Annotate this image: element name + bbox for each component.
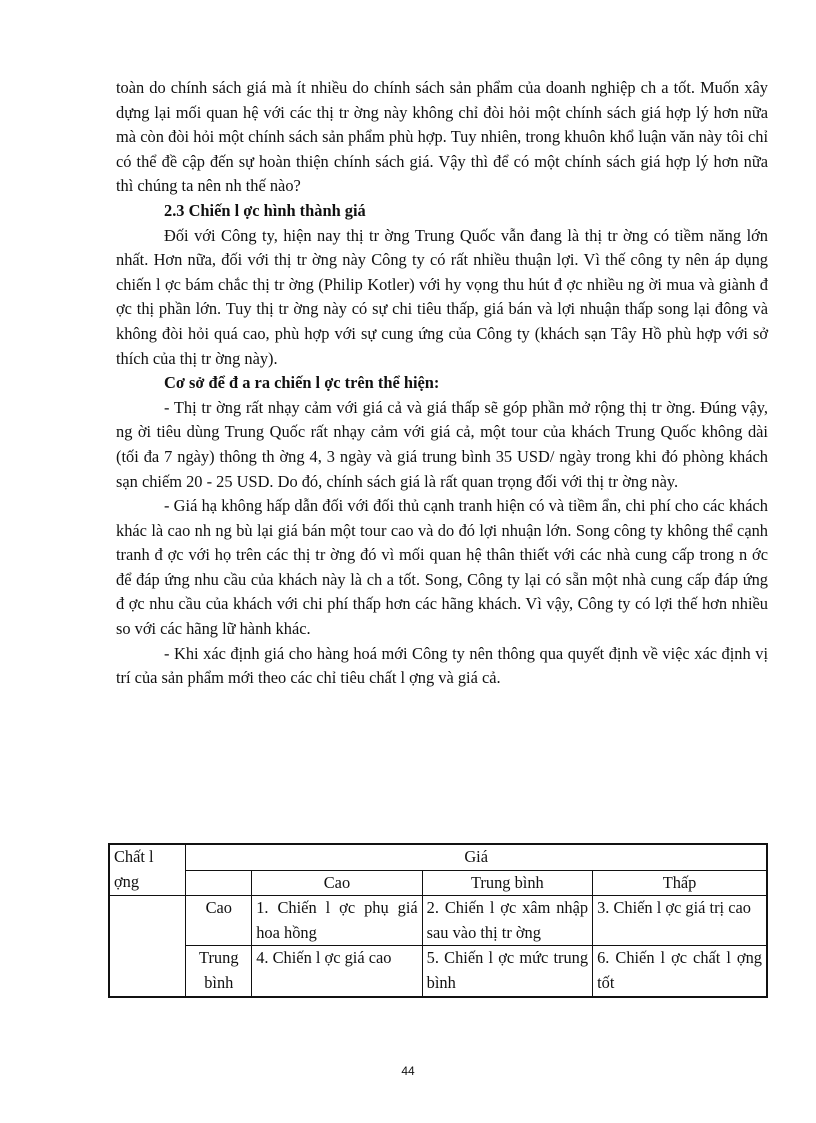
table-cell: 2. Chiến l ợc xâm nhập sau vào thị tr ờng [422,896,592,946]
paragraph-intro: toàn do chính sách giá mà ít nhiều do chính sách sản phẩm của doanh nghiệp ch a tốt. Muốn xây dựng lại mối quan hệ với các thị tr ờng này không chỉ đòi hỏi một chính sách giá hợp lý hơn nữa mà còn đòi hỏi một chính sách sản phẩm phù hợp. Tuy nhiên, trong khuôn khổ luận văn này tôi chỉ có thể đề cập đến sự hoàn thiện chính sách giá. Vậy thì để có một chính sách giá hợp lý hơn nữa thì chúng ta nên nh thế nào? [116,78,768,196]
paragraph-dash-2: - Giá hạ không hấp dẫn đối với đối thủ cạnh tranh hiện có và tiềm ẩn, chi phí cho các khách khác là cao nh ng bù lại giá bán một tour cao và do đó lợi nhuận lớn. Song công ty không thể cạnh tranh đ ợc với họ trên các thị tr ờng đó vì mối quan hệ thân thiết với các nhà cung cấp trong n ớc để đáp ứng nhu cầu của khách này là ch a tốt. Song, Công ty lại có sẵn một nhà cung cấp đáp ứng đ ợc nhu cầu của khách với chi phí thấp hơn các hãng khách. Vì vậy, Công ty có lợi thế hơn nhiều so với các hãng lữ hành khác. [116,496,768,639]
table-row-header: Chất l ợng [109,844,186,896]
page-number: 44 [401,1064,415,1078]
pricing-strategy-table [108,843,768,998]
paragraph-dash-1: - Thị tr ờng rất nhạy cảm với giá cả và giá thấp sẽ góp phần mở rộng thị tr ờng. Đúng vậy, ng ời tiêu dùng Trung Quốc rất nhạy cảm với giá cả, một tour của khách Trung Quốc không dài (tối đa 7 ngày) thông th ờng 4, 3 ngày và giá trung bình 35 USD/ ngày trong khi đó phòng khách sạn chiếm 20 - 25 USD. Do đó, chính sách giá là rất quan trọng đối với thị tr ờng này. [116,397,768,491]
table-col-label: Trung bình [422,870,592,896]
table-row [109,946,767,997]
table-left-spacer [109,896,186,997]
body-text [116,76,768,691]
paragraph-strategy: Đối với Công ty, hiện nay thị tr ờng Trung Quốc vẫn đang là thị tr ờng có tiềm năng lớn nhất. Hơn nữa, đối với thị tr ờng này Công ty có rất nhiều thuận lợi. Vì thế công ty nên áp dụng chiến l ợc bám chắc thị tr ờng (Philip Kotler) với hy vọng thu hút đ ợc nhiều ng ời mua và giành đ ợc thị phần lớn. Tuy thị tr ờng này có sự chi tiêu thấp, giá bán và lợi nhuận thấp song lại đông và không đòi hỏi quá cao, phù hợp với sự cung ứng của Công ty (khách sạn Tây Hồ phù hợp với sở thích của thị tr ờng này). [116,225,768,368]
section-heading-2-3: 2.3 Chiến l ợc hình thành giá [164,200,366,220]
paragraph-dash-3: - Khi xác định giá cho hàng hoá mới Công ty nên thông qua quyết định về việc xác định vị trí của sản phẩm mới theo các chỉ tiêu chất l ợng và giá cả. [116,643,768,688]
table-cell: 3. Chiến l ợc giá trị cao [593,896,767,946]
table-cell: 6. Chiến l ợc chất l ợng tốt [593,946,767,997]
table-row [109,896,767,946]
table-col-header: Giá [186,844,767,870]
subheading-basis: Cơ sở để đ a ra chiến l ợc trên thể hiện: [164,373,440,393]
table-cell: 4. Chiến l ợc giá cao [252,946,422,997]
table-cell: 5. Chiến l ợc mức trung bình [422,946,592,997]
table-cell: 1. Chiến l ợc phụ giá hoa hồng [252,896,422,946]
table-col-label: Thấp [593,870,767,896]
table-row-label: Cao [186,896,252,946]
table-row-label: Trung bình [186,946,252,997]
table-col-label: Cao [252,870,422,896]
table-empty-corner [186,870,252,896]
